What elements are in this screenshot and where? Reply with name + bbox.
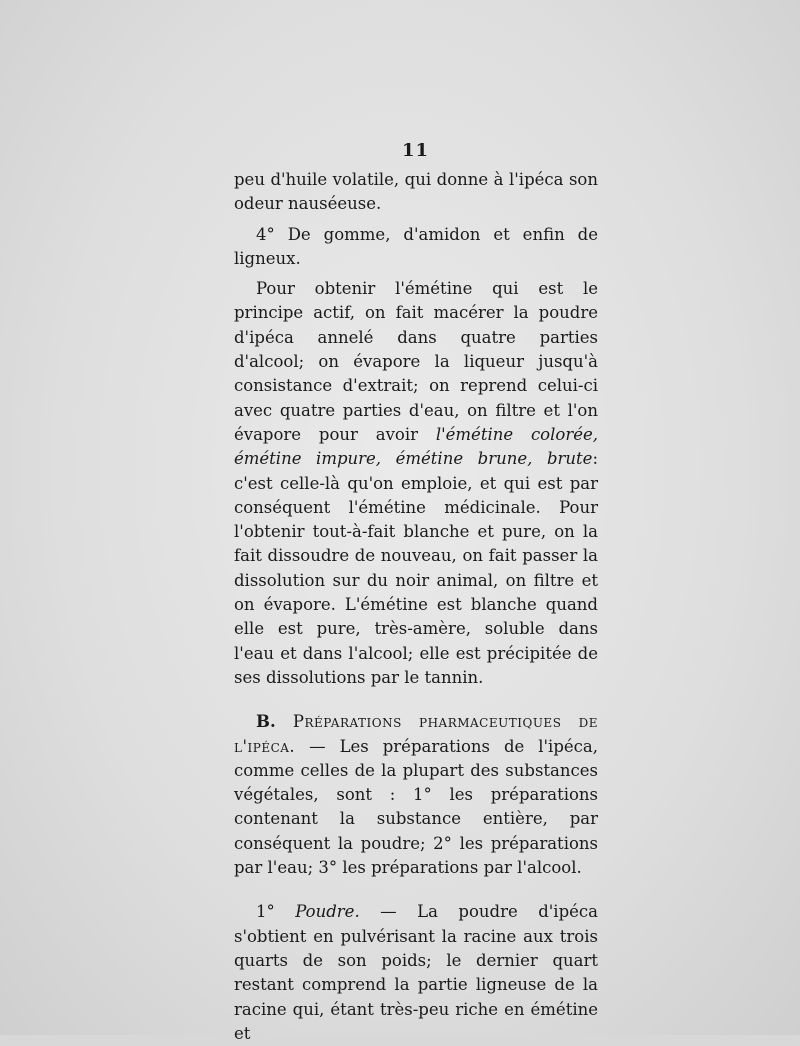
paragraph-3-text-b: : c'est celle-là qu'on emploie, et qui est par conséquent l'émétine médicinale. Pour l'obtenir tout-à-fait blanche et pure, on la fait dissoudre de nouveau, on fait passer la dissolution sur du noir animal, on filtre et on évapore. L'émétine est blanche quand elle est pure, très-amère, soluble dans l'eau et dans l'alcool; elle est précipitée de ses dissolutions par le tannin. xyxy=(234,449,598,687)
paragraph-1: peu d'huile volatile, qui donne à l'ipéca son odeur nauséeuse. xyxy=(234,170,598,214)
paragraph-4-text: — Les préparations de l'ipéca, comme celles de la plupart des substances végétales, sont : 1° les préparations contenant la substance entière, par conséquent la poudre; 2° les préparations par l'eau; 3° les préparations par l'alcool. xyxy=(234,736,598,878)
poudre-heading: Poudre. xyxy=(295,902,360,922)
paragraph-2: 4° De gomme, d'amidon et enfin de ligneux. xyxy=(234,224,598,268)
paragraph-3-text-a: Pour obtenir l'émétine qui est le principe actif, on fait macérer la poudre d'ipéca annelé dans quatre parties d'alcool; on évapore la liqueur jusqu'à consistance d'extrait; on reprend celui-ci avec quatre parties d'eau, on filtre et l'on évapore pour avoir xyxy=(234,279,598,444)
paragraph-3 xyxy=(234,277,598,690)
section-b-heading: Préparations pharmaceutiques de l'ipéca. xyxy=(234,712,599,756)
paragraph-3-italic-terms: l'émétine colorée, émétine impure, émétine brune, brute xyxy=(234,424,598,469)
page-number: 11 xyxy=(402,140,430,161)
section-b-letter: B. xyxy=(256,712,293,732)
text-body xyxy=(234,168,598,1046)
paragraph-5-text: — La poudre d'ipéca s'obtient en pulvérisant la racine aux trois quarts de son poids; le dernier quart restant comprend la partie ligneuse de la racine qui, étant très-peu riche en émétine et xyxy=(234,902,598,1043)
paragraph-4-section-b xyxy=(234,710,598,880)
paragraph-5 xyxy=(234,900,598,1046)
poudre-number: 1° xyxy=(256,902,296,922)
